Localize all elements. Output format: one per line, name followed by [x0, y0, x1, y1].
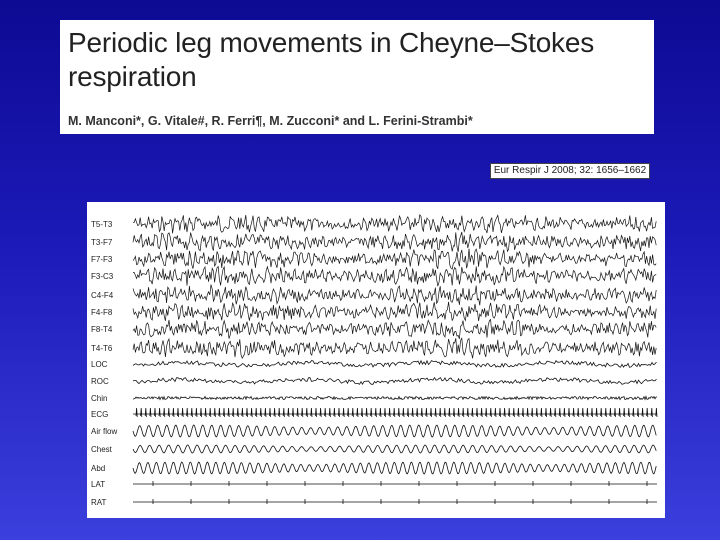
- channel-label: ROC: [91, 377, 109, 386]
- channel-label: LOC: [91, 360, 108, 369]
- trace-roc: [133, 378, 657, 385]
- channel-label: T4-T6: [91, 344, 113, 353]
- trace-rat: [133, 499, 657, 504]
- channel-label: F4-F8: [91, 308, 113, 317]
- paper-authors: M. Manconi*, G. Vitale#, R. Ferri¶, M. Zucconi* and L. Ferini-Strambi*: [68, 114, 473, 128]
- trace-t5-t3: [133, 215, 656, 233]
- trace-chin: [133, 397, 657, 400]
- channel-label: Chin: [91, 394, 108, 403]
- channel-label: T5-T3: [91, 220, 113, 229]
- journal-citation: Eur Respir J 2008; 32: 1656–1662: [490, 163, 650, 179]
- channel-label: RAT: [91, 498, 107, 507]
- trace-f8-t4: [133, 320, 656, 339]
- trace-f4-f8: [133, 302, 656, 321]
- trace-f7-f3: [133, 249, 656, 270]
- channel-label: Abd: [91, 464, 106, 473]
- polysomnography-traces: [87, 202, 665, 518]
- channel-label: T3-F7: [91, 238, 113, 247]
- polysomnography-figure: [87, 202, 665, 518]
- title-panel: [60, 20, 654, 134]
- trace-air-flow: [133, 425, 656, 437]
- trace-t3-f7: [133, 232, 656, 252]
- channel-label: ECG: [91, 410, 109, 419]
- trace-loc: [133, 361, 657, 368]
- trace-chest: [133, 445, 656, 453]
- trace-t4-t6: [133, 338, 656, 358]
- paper-title: Periodic leg movements in Cheyne–Stokes respiration: [68, 27, 595, 92]
- trace-lat: [133, 481, 657, 486]
- trace-c4-f4: [133, 285, 656, 306]
- channel-label: F7-F3: [91, 255, 113, 264]
- channel-label: Air flow: [91, 427, 118, 436]
- channel-label: Chest: [91, 445, 112, 454]
- channel-label: LAT: [91, 480, 106, 489]
- channel-label: F8-T4: [91, 325, 113, 334]
- trace-ecg: [133, 408, 657, 417]
- channel-label: C4-F4: [91, 291, 114, 300]
- channel-label: F3-C3: [91, 272, 114, 281]
- trace-f3-c3: [133, 266, 656, 286]
- trace-abd: [133, 462, 656, 474]
